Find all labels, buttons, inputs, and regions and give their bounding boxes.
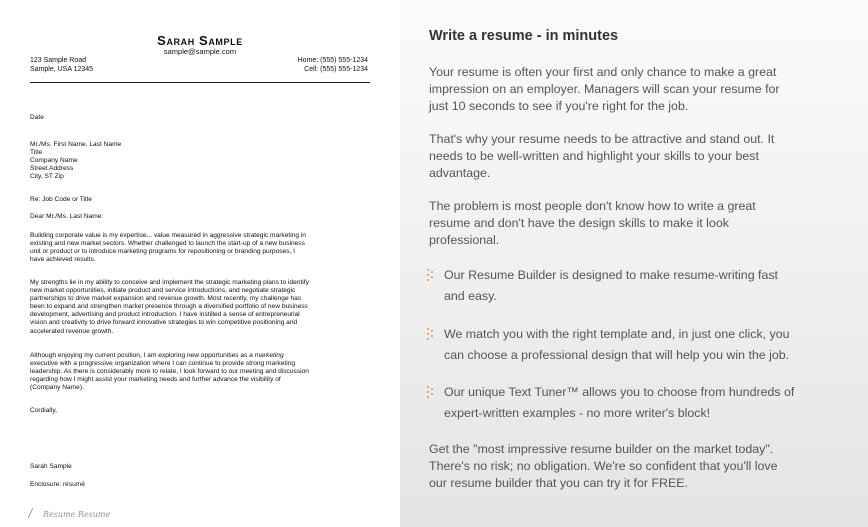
- bullet-icon: [427, 386, 435, 400]
- header-divider: [30, 82, 370, 83]
- letter-paragraph-1: [30, 232, 374, 264]
- paragraph-line: executive with a progressive organization where I can continue to provide strong marketing: [30, 360, 295, 368]
- bullet-line: Our unique Text Tuner™ allows you to choose from hundreds of: [444, 385, 795, 399]
- re-line: Re: Job Code or Title: [30, 196, 92, 203]
- recipient-line: Street Address: [30, 165, 74, 173]
- paragraph-line: regarding how I might assist your marketing needs and further advance the visibility of: [30, 376, 281, 384]
- bullet-line: We match you with the right template and, in just one click, you: [444, 327, 790, 341]
- promo-line: advantage.: [429, 166, 491, 180]
- paragraph-line: partnerships to drive market expansion and revenue growth. Most recently, my challenge has: [30, 295, 302, 303]
- bullet-line: expert-written examples - no more writer's block!: [444, 406, 711, 420]
- salutation: Dear Mr./Ms. Last Name:: [30, 213, 104, 220]
- promo-paragraph-2: [429, 131, 859, 182]
- paragraph-line: vision and creativity to drive forward innovative strategies to win competitive positioning and: [30, 319, 298, 327]
- logo-text: Resume Resume: [43, 510, 111, 519]
- promo-paragraph-1: [429, 64, 859, 115]
- recipient-line: Company Name: [30, 157, 78, 165]
- letter-date: Date: [30, 114, 44, 121]
- paragraph-line: have achieved results.: [30, 256, 96, 264]
- closing: Cordially,: [30, 407, 57, 414]
- signature-name: Sarah Sample: [30, 463, 72, 470]
- recipient-block: [30, 141, 374, 181]
- letter-paragraph-3: [30, 352, 374, 392]
- enclosure-line: Enclosure: résumé: [30, 481, 85, 488]
- recipient-line: Title: [30, 149, 43, 157]
- promo-heading: Write a resume - in minutes: [429, 28, 619, 44]
- promo-line: professional.: [429, 233, 500, 247]
- cell-phone: Cell: (555) 555-1234: [304, 66, 368, 73]
- sender-address: [30, 56, 93, 74]
- promo-line: That's why your resume needs to be attractive and stand out. It: [429, 132, 775, 146]
- promo-line: just 10 seconds to see if you're right for the job.: [429, 99, 689, 113]
- recipient-line: City, ST Zip: [30, 173, 64, 181]
- bullet-line: Our Resume Builder is designed to make resume-writing fast: [444, 268, 778, 282]
- paragraph-line: new market opportunities, initiate product and service introductions, and negotiate strategic: [30, 287, 296, 295]
- bullet-icon: [427, 328, 435, 342]
- paragraph-line: been to expand and strengthen market presence through a diversified portfolio of new business: [30, 303, 308, 311]
- cover-letter-page: [0, 0, 400, 527]
- paragraph-line: leadership. As there is considerably more to relate, I look forward to our meeting and discussion: [30, 368, 309, 376]
- promo-line: resume and don't have the design skills to make it look: [429, 216, 729, 230]
- promo-bullet: [427, 265, 863, 307]
- bullet-icon: [427, 269, 435, 283]
- sender-phones: [298, 56, 368, 74]
- paragraph-line: (Company Name).: [30, 384, 84, 392]
- promo-bullet: [427, 382, 863, 424]
- promo-line: There's no risk; no obligation. We're so confident that you'll love: [429, 459, 778, 473]
- promo-line: Your resume is often your first and only chance to make a great: [429, 65, 777, 79]
- recipient-line: Mr./Ms. First Name, Last Name: [30, 141, 122, 148]
- paragraph-line: Building corporate value is my expertise... value measured in aggressive strategic marketing in: [30, 232, 306, 239]
- sender-email: sample@sample.com: [163, 47, 237, 56]
- resume-logo: [30, 508, 110, 519]
- paragraph-line: unit or product or to introduce marketing programs for repositioning or branding purposes, I: [30, 248, 295, 256]
- promo-line: The problem is most people don't know how to write a great: [429, 199, 756, 213]
- sender-name: Sarah Sample: [157, 33, 243, 48]
- promo-line: Get the "most impressive resume builder on the market today".: [429, 442, 774, 456]
- promo-paragraph-3: [429, 198, 859, 249]
- paragraph-line: accelerated revenue growth.: [30, 327, 114, 335]
- address-line: 123 Sample Road: [30, 57, 87, 64]
- promo-panel: [400, 0, 868, 527]
- letter-paragraph-2: [30, 279, 374, 336]
- promo-bullet: [427, 324, 863, 366]
- home-phone: Home: (555) 555-1234: [297, 57, 368, 64]
- paragraph-line: My strengths lie in my ability to conceive and implement the strategic marketing plans to identify: [30, 279, 309, 286]
- address-line: Sample, USA 12345: [30, 66, 94, 73]
- promo-paragraph-4: [429, 441, 859, 492]
- logo-mark-icon: [28, 508, 44, 518]
- bullet-line: and easy.: [444, 289, 497, 303]
- promo-line: our resume builder that you can try it for FREE.: [429, 476, 688, 490]
- paragraph-line: development, advertising and product introduction. I have instilled a sense of entrepreneurial: [30, 311, 300, 319]
- promo-line: impression on an employer. Managers will scan your resume for: [429, 82, 780, 96]
- paragraph-line: Although enjoying my current position, I am exploring new opportunities as a marketing: [30, 352, 284, 359]
- promo-line: needs to be well-written and highlight your skills to your best: [429, 149, 759, 163]
- bullet-line: can choose a professional design that will help you win the job.: [444, 348, 790, 362]
- paragraph-line: existing and new market sectors. Whether challenged to launch the start-up of a new business: [30, 240, 305, 248]
